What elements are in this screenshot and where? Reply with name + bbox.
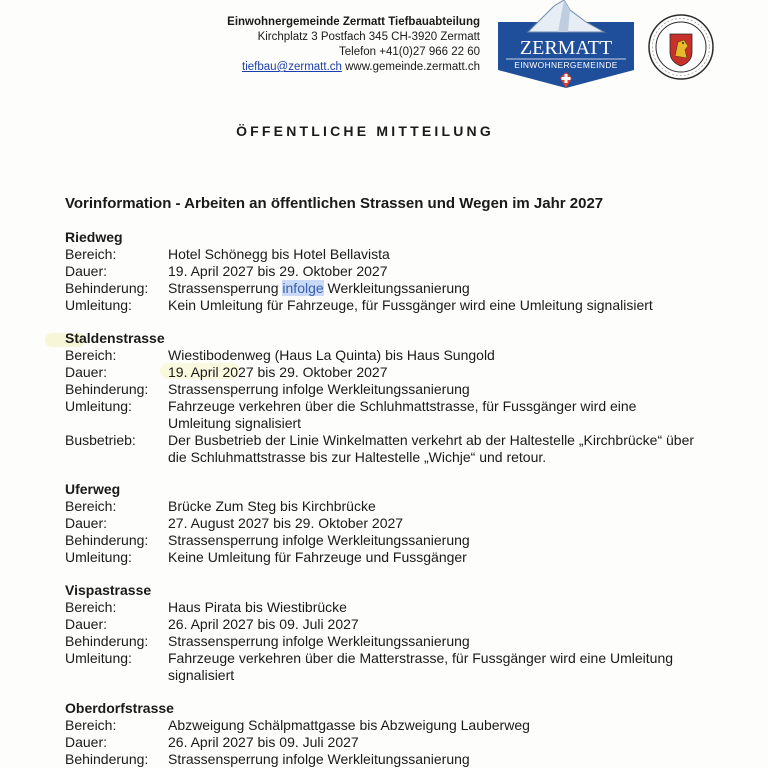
- logo-subtitle: EINWOHNERGEMEINDE: [514, 60, 618, 70]
- info-row: [65, 616, 725, 633]
- row-label: Dauer:: [65, 515, 108, 531]
- row-value: Keine Umleitung für Fahrzeuge und Fussgänger: [168, 549, 467, 565]
- info-row: [65, 633, 725, 650]
- section-title: Vispastrasse: [65, 582, 152, 598]
- website-text: www.gemeinde.zermatt.ch: [345, 61, 480, 73]
- info-row: [65, 364, 725, 381]
- text-fragment: Strassensperrung: [168, 280, 283, 296]
- org-name: Einwohnergemeinde Zermatt Tiefbauabteilung: [227, 16, 480, 28]
- row-label: Behinderung:: [65, 751, 149, 767]
- logo-name: ZERMATT: [519, 37, 613, 59]
- row-value: Fahrzeuge verkehren über die Schluhmattstrasse, für Fussgänger wird eine Umleitung signalisiert: [168, 398, 637, 431]
- row-value: Fahrzeuge verkehren über die Matterstrasse, für Fussgänger wird eine Umleitung signalisiert: [168, 650, 674, 683]
- info-row: [65, 734, 725, 751]
- row-label: Bereich:: [65, 717, 117, 733]
- info-row: [65, 599, 725, 616]
- text-fragment: Werkleitungssanierung: [323, 280, 470, 296]
- row-label: Behinderung:: [65, 381, 149, 397]
- info-row: [65, 246, 725, 263]
- row-label: Dauer:: [65, 616, 108, 632]
- header-address: [227, 15, 480, 75]
- info-row: [65, 381, 725, 398]
- info-row: [65, 515, 725, 532]
- section-title: Riedweg: [65, 229, 123, 245]
- info-row: [65, 280, 725, 297]
- row-label: Umleitung:: [65, 398, 132, 414]
- highlighted-text[interactable]: infolge: [282, 280, 324, 296]
- info-row: [65, 297, 725, 314]
- row-label: Dauer:: [65, 364, 108, 380]
- section-staldenstrasse: [65, 330, 725, 466]
- row-value: Brücke Zum Steg bis Kirchbrücke: [168, 498, 376, 514]
- row-label: Bereich:: [65, 599, 117, 615]
- row-value: Haus Pirata bis Wiestibrücke: [168, 599, 347, 615]
- row-label: Busbetrieb:: [65, 432, 136, 448]
- info-row: [65, 549, 725, 566]
- section-title: Oberdorfstrasse: [65, 700, 174, 716]
- info-row: [65, 347, 725, 364]
- row-value: Hotel Schönegg bis Hotel Bellavista: [168, 246, 390, 262]
- notice-title: ÖFFENTLICHE MITTEILUNG: [236, 123, 494, 139]
- row-value: Strassensperrung infolge Werkleitungssanierung: [168, 633, 470, 649]
- row-value: 19. April 2027 bis 29. Oktober 2027: [168, 364, 388, 380]
- postal-address: Kirchplatz 3 Postfach 345 CH-3920 Zermatt: [257, 31, 480, 43]
- section-oberdorfstrasse: [65, 700, 725, 768]
- row-label: Dauer:: [65, 734, 108, 750]
- section-vispastrasse: [65, 582, 725, 684]
- row-value: 27. August 2027 bis 29. Oktober 2027: [168, 515, 404, 531]
- row-label: Bereich:: [65, 498, 117, 514]
- row-value: Abzweigung Schälpmattgasse bis Abzweigung Lauberweg: [168, 717, 530, 733]
- info-row: [65, 398, 725, 432]
- section-title: Staldenstrasse: [65, 330, 165, 346]
- info-row: [65, 432, 725, 466]
- email-link[interactable]: tiefbau@zermatt.ch: [242, 61, 342, 73]
- info-row: [65, 263, 725, 280]
- row-value: 26. April 2027 bis 09. Juli 2027: [168, 734, 359, 750]
- row-label: Behinderung:: [65, 280, 149, 296]
- municipal-seal-icon: [648, 14, 714, 80]
- row-label: Umleitung:: [65, 549, 132, 565]
- section-title: Uferweg: [65, 481, 121, 497]
- row-label: Umleitung:: [65, 297, 132, 313]
- row-value: 26. April 2027 bis 09. Juli 2027: [168, 616, 359, 632]
- row-label: Bereich:: [65, 246, 117, 262]
- row-value: Strassensperrung infolge Werkleitungssanierung: [168, 751, 470, 767]
- row-label: Umleitung:: [65, 650, 132, 666]
- row-value: Der Busbetrieb der Linie Winkelmatten verkehrt ab der Haltestelle „Kirchbrücke“ über die Schluhmattstrasse bis zur Haltestelle „Wichje“ und retour.: [168, 432, 695, 465]
- contact-line: [227, 60, 480, 75]
- row-value: 19. April 2027 bis 29. Oktober 2027: [168, 263, 388, 279]
- row-value: Strassensperrung infolge Werkleitungssanierung: [168, 381, 470, 397]
- row-value: Kein Umleitung für Fahrzeuge, für Fussgänger wird eine Umleitung signalisiert: [168, 297, 653, 313]
- row-label: Behinderung:: [65, 532, 149, 548]
- row-value: [168, 280, 725, 297]
- section-uferweg: [65, 481, 725, 566]
- info-row: [65, 532, 725, 549]
- main-heading: Vorinformation - Arbeiten an öffentlichen Strassen und Wegen im Jahr 2027: [65, 195, 604, 212]
- section-riedweg: [65, 229, 725, 314]
- info-row: [65, 717, 725, 734]
- info-row: [65, 498, 725, 515]
- row-label: Bereich:: [65, 347, 117, 363]
- row-label: Behinderung:: [65, 633, 149, 649]
- info-row: [65, 650, 725, 684]
- zermatt-logo: [498, 0, 634, 90]
- phone-number: Telefon +41(0)27 966 22 60: [339, 46, 480, 58]
- info-row: [65, 751, 725, 768]
- row-value: Strassensperrung infolge Werkleitungssanierung: [168, 532, 470, 548]
- row-label: Dauer:: [65, 263, 108, 279]
- row-value: Wiestibodenweg (Haus La Quinta) bis Haus Sungold: [168, 347, 495, 363]
